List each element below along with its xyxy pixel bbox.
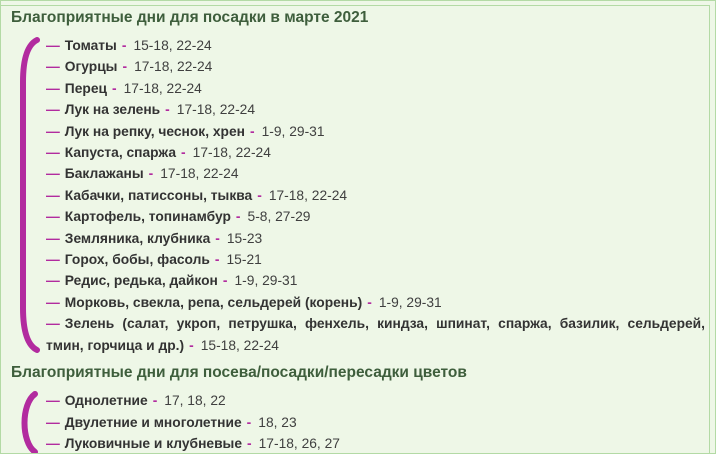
item-name: Перец: [64, 80, 107, 96]
list-items: [46, 390, 705, 454]
item-marker-icon: —: [46, 80, 60, 96]
item-separator: -: [247, 435, 252, 451]
list-item: [46, 78, 705, 99]
section-heading: Благоприятные дни для посадки в марте 2021: [11, 9, 369, 26]
item-name: Редис, редька, дайкон: [64, 273, 218, 289]
item-marker-icon: —: [46, 59, 60, 75]
item-separator: -: [165, 102, 170, 118]
item-dates: 15-18, 22-24: [200, 337, 279, 353]
section-planting-vegetables: [1, 1, 715, 356]
item-dates: 1-9, 29-31: [234, 273, 298, 289]
list-item: [46, 270, 705, 291]
item-separator: -: [246, 414, 252, 430]
item-marker-icon: —: [46, 166, 60, 182]
list-item: [46, 56, 705, 77]
item-marker-icon: —: [46, 252, 60, 268]
item-separator: -: [257, 187, 262, 203]
item-name: Картофель, топинамбур: [64, 209, 231, 225]
item-separator: -: [152, 393, 158, 409]
list-item: [46, 313, 705, 356]
item-marker-icon: —: [46, 230, 60, 246]
item-marker-icon: —: [46, 273, 60, 289]
item-name: Лук на зелень: [64, 102, 161, 118]
item-marker-icon: —: [46, 209, 60, 225]
list-item: [46, 433, 705, 454]
flowers-list: [1, 390, 715, 454]
item-dates: 15-23: [226, 230, 263, 246]
item-name: Баклажаны: [64, 166, 144, 182]
list-item: [46, 142, 705, 163]
item-marker-icon: —: [46, 145, 60, 161]
item-name: Однолетние: [64, 393, 148, 409]
item-dates: 1-9, 29-31: [261, 123, 325, 139]
vegetables-list: [1, 35, 715, 356]
list-item: [46, 228, 705, 249]
item-separator: -: [122, 59, 128, 75]
item-separator: -: [181, 145, 186, 161]
item-name: Капуста, спаржа: [64, 145, 177, 161]
item-dates: 17-18, 22-24: [176, 102, 256, 118]
item-name: Лук на репку, чеснок, хрен: [64, 123, 245, 139]
item-name: Луковичные и клубневые: [64, 435, 243, 451]
item-separator: -: [367, 294, 372, 310]
list-bracket-icon: [16, 391, 42, 454]
item-name: Земляника, клубника: [64, 230, 211, 246]
list-item: [46, 390, 705, 411]
item-name: Двулетние и многолетние: [64, 414, 242, 430]
item-marker-icon: —: [46, 102, 60, 118]
item-separator: -: [250, 123, 255, 139]
item-separator: -: [215, 230, 220, 246]
item-dates: 17-18, 26, 27: [258, 435, 340, 451]
item-marker-icon: —: [46, 294, 60, 310]
item-dates: 17-18, 22-24: [192, 145, 271, 161]
section-heading: Благоприятные дни для посева/посадки/пересадки цветов: [11, 364, 467, 382]
item-dates: 17-18, 22-24: [134, 59, 213, 75]
item-separator: -: [214, 252, 220, 268]
item-dates: 5-8, 27-29: [247, 209, 311, 225]
list-item: [46, 185, 705, 206]
item-dates: 17-18, 22-24: [123, 80, 202, 96]
item-dates: 18, 23: [258, 414, 297, 430]
item-name: Горох, бобы, фасоль: [64, 252, 210, 268]
list-items: [46, 35, 705, 356]
item-dates: 15-21: [226, 252, 262, 268]
item-name: Зелень (салат, укроп, петрушка, фенхель, киндза, шпинат, спаржа, базилик, сельдерей, тмин, горчица и др.): [46, 316, 705, 353]
list-item: [46, 206, 705, 227]
item-marker-icon: —: [46, 393, 60, 409]
item-name: Кабачки, патиссоны, тыква: [64, 187, 253, 203]
list-bracket-icon: [16, 36, 42, 354]
item-separator: -: [235, 209, 241, 225]
item-marker-icon: —: [46, 187, 60, 203]
list-item: [46, 249, 705, 270]
item-name: Огурцы: [64, 59, 118, 75]
item-marker-icon: —: [46, 435, 60, 451]
item-dates: 17-18, 22-24: [160, 166, 239, 182]
item-separator: -: [111, 80, 117, 96]
list-item: [46, 121, 705, 142]
item-separator: -: [121, 38, 127, 53]
item-dates: 1-9, 29-31: [378, 294, 442, 310]
item-dates: 17, 18, 22: [164, 393, 226, 409]
item-marker-icon: —: [46, 38, 60, 53]
item-dates: 17-18, 22-24: [268, 187, 348, 203]
item-separator: -: [222, 273, 228, 289]
item-marker-icon: —: [46, 316, 60, 332]
list-item: [46, 412, 705, 433]
list-item: [46, 292, 705, 313]
list-item: [46, 99, 705, 120]
item-name: Морковь, свекла, репа, сельдерей (корень): [64, 294, 363, 310]
item-separator: -: [189, 337, 194, 353]
list-item: [46, 163, 705, 184]
list-item: [46, 35, 705, 56]
item-dates: 15-18, 22-24: [133, 38, 212, 53]
item-marker-icon: —: [46, 414, 60, 430]
section-planting-flowers: [1, 356, 715, 454]
item-name: Томаты: [64, 38, 117, 53]
item-separator: -: [148, 166, 154, 182]
item-marker-icon: —: [46, 123, 60, 139]
